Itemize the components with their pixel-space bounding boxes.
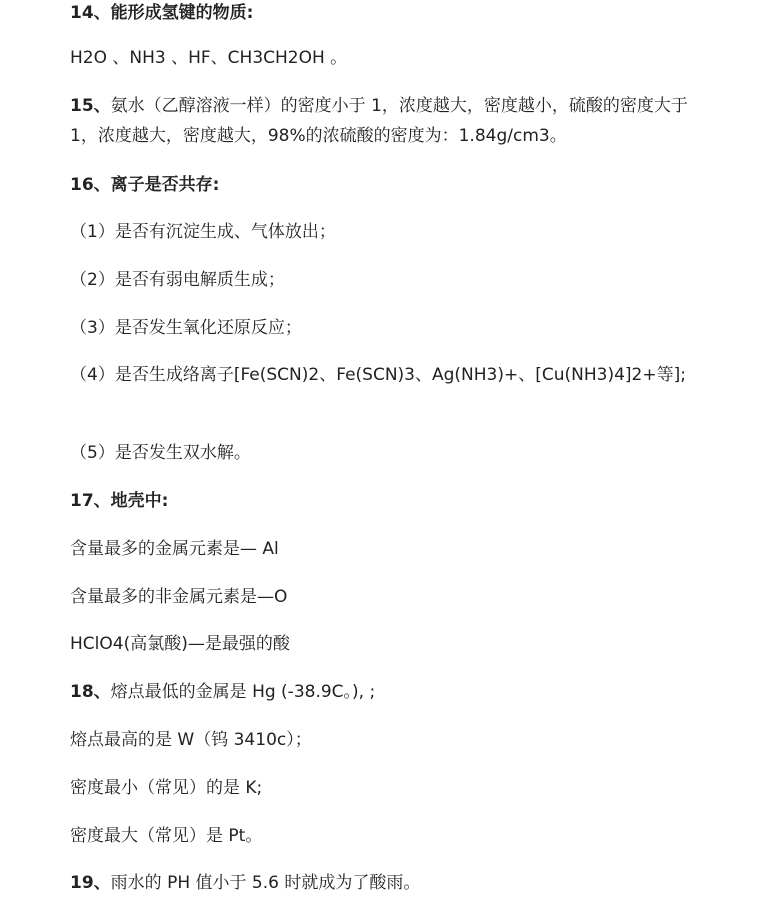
- section-title: 地壳中:: [110, 491, 169, 511]
- section-title: 离子是否共存:: [110, 175, 220, 195]
- section-number: 19、: [70, 873, 111, 893]
- list-item: （5）是否发生双水解。: [70, 443, 251, 463]
- section-text: 氨水（乙醇溶液一样）的密度小于 1，浓度越大，密度越小，硫酸的密度大于 1，浓度越大，密度越大，98%的浓硫酸的密度为：1.84g/cm3。: [70, 96, 688, 146]
- section-text: 雨水的 PH 值小于 5.6 时就成为了酸雨。: [110, 873, 421, 893]
- section-number: 16、: [70, 175, 111, 195]
- list-item: （4）是否生成络离子[Fe(SCN)2、Fe(SCN)3、Ag(NH3)+、[Cu(NH3)4]2+等];: [70, 365, 686, 385]
- list-item: （3）是否发生氧化还原反应；: [70, 318, 302, 338]
- section-19-paragraph: [70, 870, 420, 896]
- section-18-paragraph: [70, 679, 375, 705]
- section-number: 15、: [70, 96, 111, 116]
- section-15-paragraph: [70, 91, 690, 151]
- highest-density-fact: 密度最大（常见）是 Pt。: [70, 826, 263, 846]
- section-17-heading: [70, 488, 168, 514]
- section-title: 能形成氢键的物质:: [110, 3, 254, 23]
- hydrogen-bond-substances: H2O 、NH3 、HF、CH3CH2OH 。: [70, 48, 348, 68]
- lowest-density-fact: 密度最小（常见）的是 K;: [70, 778, 263, 798]
- strongest-acid-fact: HClO4(高氯酸)—是最强的酸: [70, 634, 290, 654]
- crust-nonmetal-fact: 含量最多的非金属元素是—O: [70, 587, 288, 607]
- list-item: （1）是否有沉淀生成、气体放出；: [70, 222, 336, 242]
- crust-metal-fact: 含量最多的金属元素是— Al: [70, 539, 279, 559]
- section-number: 18、: [70, 682, 111, 702]
- section-number: 14、: [70, 3, 111, 23]
- highest-melting-point-fact: 熔点最高的是 W（钨 3410c）；: [70, 730, 312, 750]
- section-14-heading: [70, 0, 253, 26]
- section-16-heading: [70, 172, 219, 198]
- section-number: 17、: [70, 491, 111, 511]
- list-item: （2）是否有弱电解质生成；: [70, 270, 285, 290]
- section-text: 熔点最低的金属是 Hg (-38.9C。), ;: [110, 682, 376, 702]
